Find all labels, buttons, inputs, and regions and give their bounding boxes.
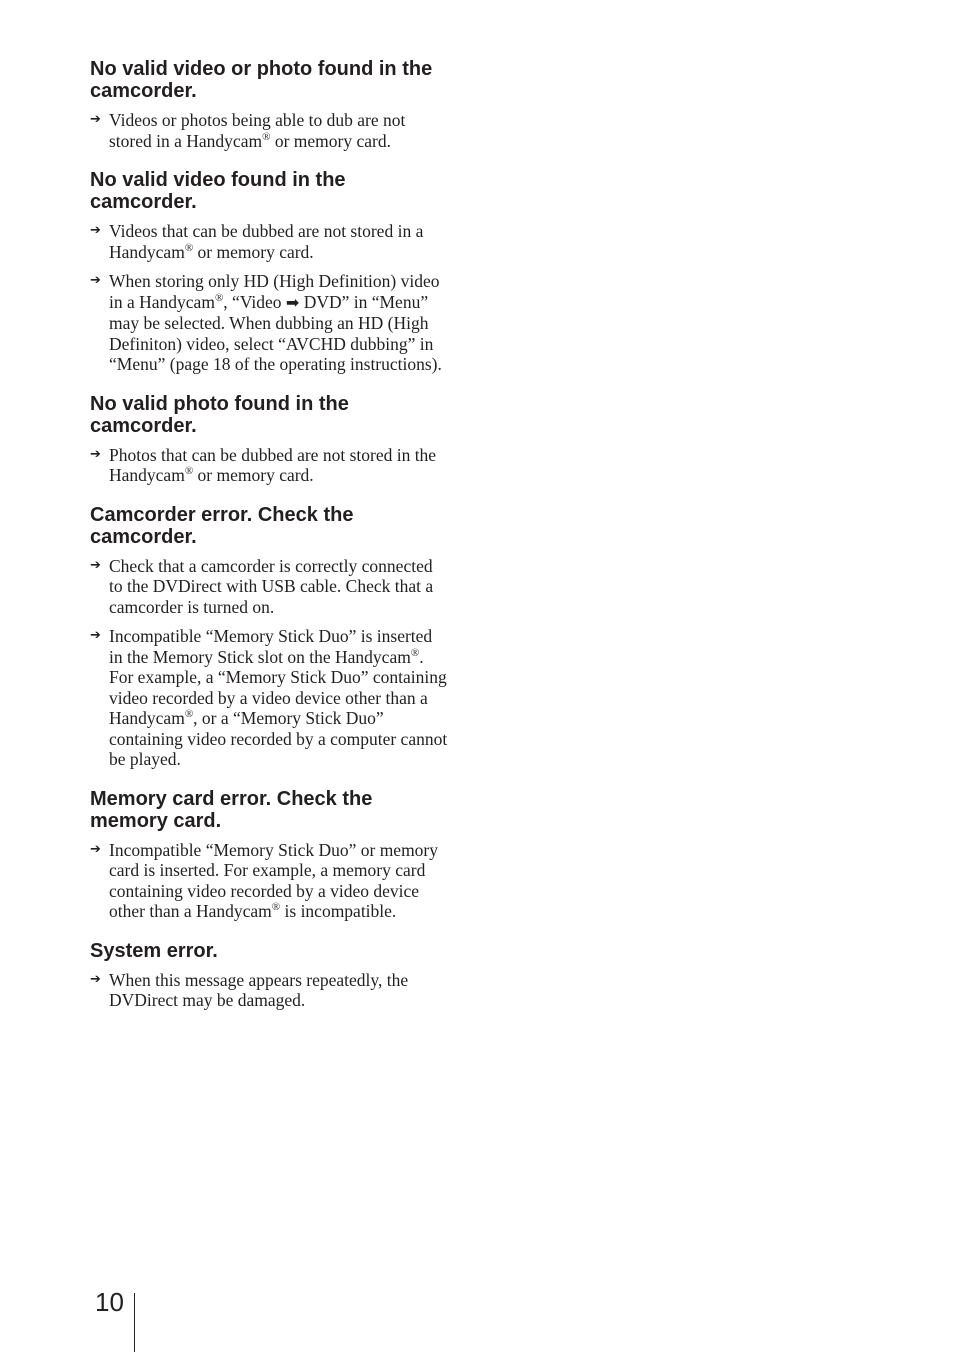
remedy-text: Videos that can be dubbed are not stored in a Handycam [109,221,424,262]
remedy-text: DVD” in “Menu” may be selected. When dubbing an HD (High Definiton) video, select “AVCHD dubbing” in “Menu” (page 18 of the operating instructions). [109,291,442,374]
right-arrow-icon: ➔ [90,841,101,857]
message-section [90,504,450,770]
registered-mark: ® [184,241,194,254]
registered-mark: ® [184,708,194,720]
message-section [90,169,450,375]
message-section [90,788,450,922]
page-number: 10 [95,1287,124,1317]
remedy-text: , “Video [223,291,286,312]
message-heading: Memory card error. Check the memory card. [90,787,373,832]
remedy-item [90,840,450,922]
message-section [90,58,450,151]
remedy-item [90,445,450,486]
remedy-text: Videos or photos being able to dub are not stored in a Handycam [109,110,406,151]
remedy-item [90,221,450,262]
right-arrow-icon: ➔ [90,557,101,573]
remedy-text: . For example, a “Memory Stick Duo” containing video recorded by a video device other than a Handycam [109,646,447,728]
remedy-text: or memory card. [270,130,391,151]
message-heading: No valid video found in the camcorder. [90,169,346,213]
remedy-text: When storing only HD (High Definition) video in a Handycam [109,271,440,312]
message-heading: No valid video or photo found in the camcorder. [90,58,433,102]
right-arrow-icon: ➔ [90,112,101,127]
message-heading: No valid photo found in the camcorder. [90,392,349,437]
registered-mark: ® [410,646,420,659]
menu-arrow-icon: ➡ [285,292,300,312]
registered-mark: ® [184,465,194,477]
page-number-rule [134,1293,135,1352]
remedy-item [90,556,450,618]
content-column [90,58,450,1029]
remedy-text: is incompatible. [280,901,397,921]
right-arrow-icon: ➔ [90,223,101,238]
message-heading: Camcorder error. Check the camcorder. [90,503,354,548]
registered-mark: ® [271,901,281,913]
right-arrow-icon: ➔ [90,628,101,643]
message-section [90,393,450,486]
remedy-text: , or a “Memory Stick Duo” containing video recorded by a computer cannot be played. [109,708,448,769]
remedy-text: Check that a camcorder is correctly connected to the DVDirect with USB cable. Check that a camcorder is turned on. [109,555,434,617]
remedy-text: When this message appears repeatedly, the DVDirect may be damaged. [109,969,409,1010]
remedy-text: Incompatible “Memory Stick Duo” or memory card is inserted. For example, a memory card containing video recorded by a video device other than a Handycam [109,839,439,921]
remedy-text: or memory card. [193,465,314,485]
message-section [90,940,450,1011]
remedy-text: or memory card. [193,241,314,262]
remedy-item [90,271,450,375]
right-arrow-icon: ➔ [90,446,101,462]
remedy-item [90,626,450,770]
remedy-item [90,110,450,151]
remedy-text: Photos that can be dubbed are not stored in the Handycam [109,444,437,485]
right-arrow-icon: ➔ [90,273,101,288]
registered-mark: ® [262,130,271,143]
right-arrow-icon: ➔ [90,971,101,987]
message-heading: System error. [90,939,218,962]
remedy-text: Incompatible “Memory Stick Duo” is inserted in the Memory Stick slot on the Handycam [109,626,433,667]
remedy-item [90,970,450,1011]
registered-mark: ® [214,291,224,304]
